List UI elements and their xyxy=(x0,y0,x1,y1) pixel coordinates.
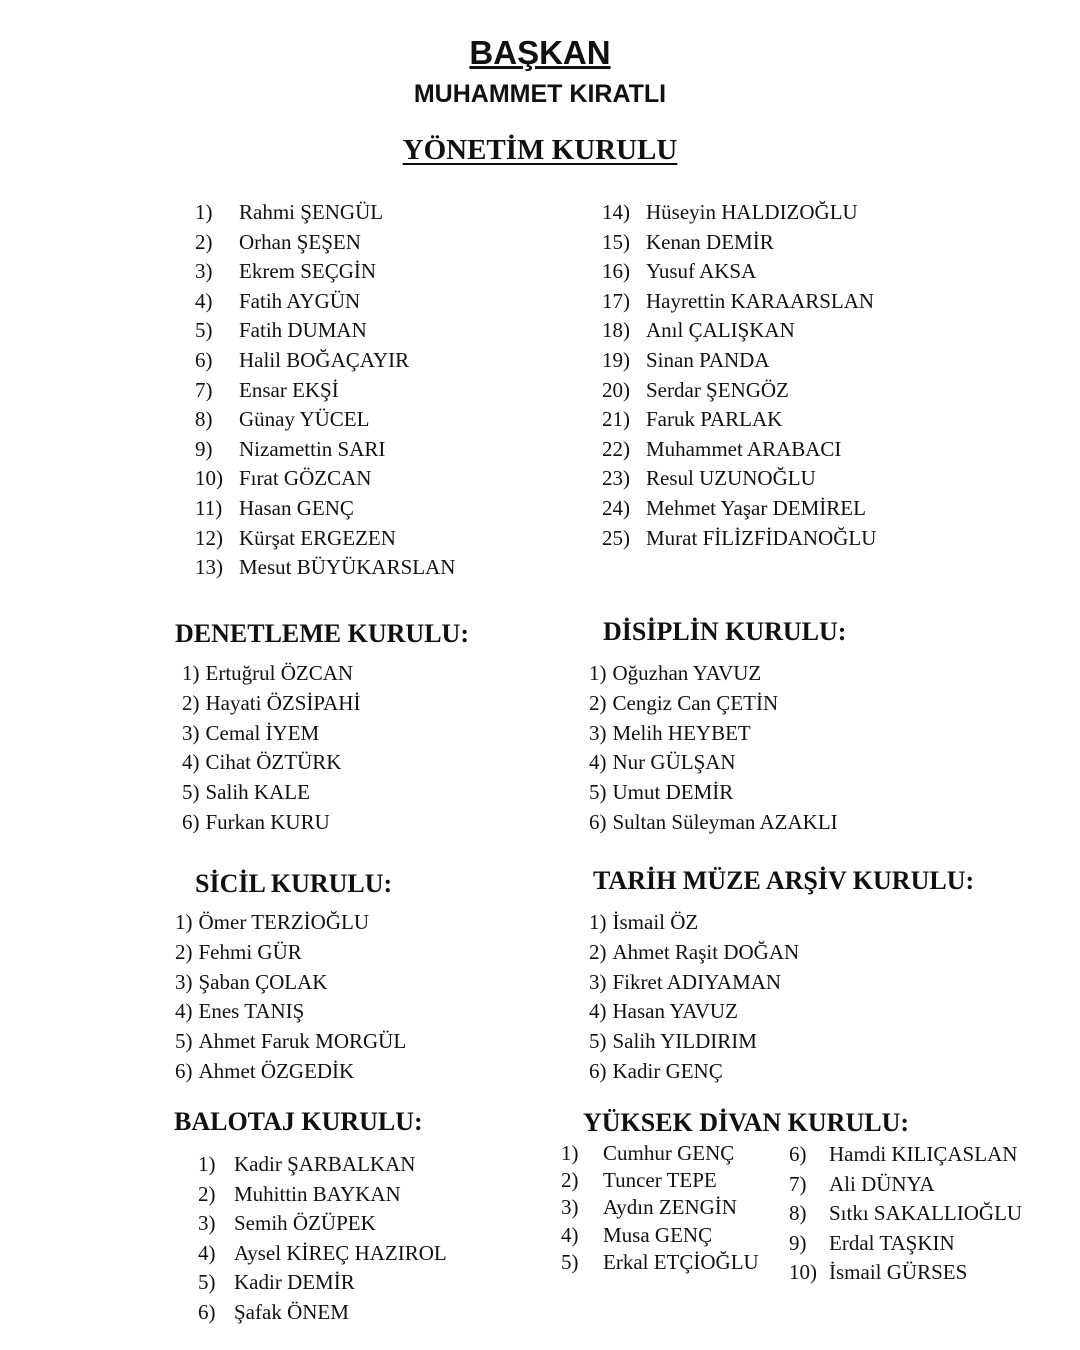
item-number: 21) xyxy=(602,407,630,432)
member-name: Melih HEYBET xyxy=(612,720,751,745)
yuksek-list-right xyxy=(789,1140,1022,1288)
list-item xyxy=(195,228,455,258)
list-item xyxy=(602,316,876,346)
yuksek-list-left xyxy=(561,1140,759,1276)
list-item xyxy=(195,316,455,346)
item-number: 3) xyxy=(198,1211,216,1236)
item-number: 2) xyxy=(182,690,200,715)
member-name: Fikret ADIYAMAN xyxy=(612,969,782,994)
member-name: Şaban ÇOLAK xyxy=(198,969,328,994)
list-item xyxy=(198,1298,447,1328)
member-name: Cumhur GENÇ xyxy=(603,1141,735,1165)
member-name: Ömer TERZİOĞLU xyxy=(198,910,369,934)
list-item xyxy=(182,778,360,808)
item-number: 6) xyxy=(789,1142,807,1166)
list-item xyxy=(175,968,406,998)
yuksek-title: YÜKSEK DİVAN KURULU: xyxy=(583,1108,910,1137)
tarih-list xyxy=(589,908,799,1087)
item-number: 6) xyxy=(589,809,607,834)
list-item xyxy=(182,689,360,719)
member-name: Cengiz Can ÇETİN xyxy=(612,690,779,715)
list-item xyxy=(195,257,455,287)
member-name: Cihat ÖZTÜRK xyxy=(205,750,342,775)
item-number: 4) xyxy=(175,999,193,1024)
member-name: Yusuf AKSA xyxy=(646,259,757,284)
item-number: 12) xyxy=(195,525,223,550)
list-item xyxy=(561,1167,759,1194)
member-name: Anıl ÇALIŞKAN xyxy=(646,318,795,343)
item-number: 5) xyxy=(589,1029,607,1054)
list-item xyxy=(195,405,455,435)
member-name: Sinan PANDA xyxy=(646,347,770,372)
sicil-list xyxy=(175,908,406,1087)
item-number: 4) xyxy=(195,288,213,313)
item-number: 1) xyxy=(175,910,193,934)
list-item xyxy=(195,346,455,376)
list-item xyxy=(198,1268,447,1298)
item-number: 2) xyxy=(175,939,193,964)
item-number: 6) xyxy=(182,809,200,834)
member-name: Ekrem SEÇGİN xyxy=(239,259,377,284)
member-name: Rahmi ŞENGÜL xyxy=(239,200,384,224)
item-number: 23) xyxy=(602,466,630,491)
list-item xyxy=(589,968,799,998)
disiplin-list xyxy=(589,659,838,838)
member-name: Cemal İYEM xyxy=(205,720,320,745)
list-item xyxy=(195,376,455,406)
item-number: 8) xyxy=(195,407,213,432)
member-name: Enes TANIŞ xyxy=(198,999,305,1024)
list-item xyxy=(789,1170,1022,1200)
list-item xyxy=(182,719,360,749)
list-item xyxy=(175,997,406,1027)
list-item xyxy=(789,1258,1022,1288)
member-name: Nur GÜLŞAN xyxy=(612,750,736,775)
list-item xyxy=(602,376,876,406)
item-number: 10) xyxy=(195,466,223,491)
list-item xyxy=(589,938,799,968)
member-name: Oğuzhan YAVUZ xyxy=(612,661,762,685)
item-number: 9) xyxy=(789,1230,807,1255)
list-item xyxy=(589,719,838,749)
disiplin-title: DİSİPLİN KURULU: xyxy=(603,617,847,646)
member-name: Hasan YAVUZ xyxy=(612,999,738,1024)
item-number: 6) xyxy=(175,1058,193,1083)
item-number: 25) xyxy=(602,525,630,550)
member-name: Musa GENÇ xyxy=(603,1222,713,1247)
item-number: 3) xyxy=(589,720,607,745)
item-number: 3) xyxy=(182,720,200,745)
member-name: Faruk PARLAK xyxy=(646,407,783,432)
list-item xyxy=(175,1057,406,1087)
item-number: 5) xyxy=(175,1029,193,1054)
member-name: Furkan KURU xyxy=(205,809,330,834)
board-title: YÖNETİM KURULU xyxy=(402,134,678,166)
member-name: Kadir ŞARBALKAN xyxy=(234,1152,416,1176)
list-item xyxy=(182,748,360,778)
member-name: Halil BOĞAÇAYIR xyxy=(239,347,410,372)
item-number: 4) xyxy=(589,999,607,1024)
item-number: 24) xyxy=(602,495,630,520)
item-number: 3) xyxy=(195,259,213,284)
member-name: Sultan Süleyman AZAKLI xyxy=(612,809,838,834)
item-number: 5) xyxy=(182,780,200,805)
balotaj-list xyxy=(198,1150,447,1328)
tarih-title: TARİH MÜZE ARŞİV KURULU: xyxy=(593,866,975,895)
list-item xyxy=(602,287,876,317)
member-name: Salih KALE xyxy=(205,780,310,805)
member-name: Ahmet Raşit DOĞAN xyxy=(612,939,800,964)
list-item xyxy=(789,1140,1022,1170)
item-number: 9) xyxy=(195,436,213,461)
list-item xyxy=(602,257,876,287)
member-name: Günay YÜCEL xyxy=(239,407,370,432)
member-name: Ali DÜNYA xyxy=(829,1171,935,1196)
list-item xyxy=(195,494,455,524)
list-item xyxy=(589,659,838,689)
item-number: 22) xyxy=(602,436,630,461)
list-item xyxy=(198,1209,447,1239)
item-number: 5) xyxy=(561,1249,579,1274)
list-item xyxy=(602,198,876,228)
member-name: Fırat GÖZCAN xyxy=(239,466,372,491)
list-item xyxy=(589,748,838,778)
member-name: Kenan DEMİR xyxy=(646,229,774,254)
member-name: Umut DEMİR xyxy=(612,780,734,805)
list-item xyxy=(602,524,876,554)
list-item xyxy=(589,1057,799,1087)
page-title: BAŞKAN xyxy=(469,34,611,71)
member-name: Semih ÖZÜPEK xyxy=(234,1211,376,1236)
item-number: 5) xyxy=(198,1270,216,1295)
list-item xyxy=(175,908,406,938)
member-name: Ensar EKŞİ xyxy=(239,377,339,402)
member-name: Hayrettin KARAARSLAN xyxy=(646,288,875,313)
member-name: Kadir GENÇ xyxy=(612,1058,723,1083)
member-name: İsmail GÜRSES xyxy=(829,1260,968,1285)
item-number: 5) xyxy=(589,780,607,805)
list-item xyxy=(561,1140,759,1167)
item-number: 4) xyxy=(561,1222,579,1247)
list-item xyxy=(195,464,455,494)
member-name: Mehmet Yaşar DEMİREL xyxy=(646,495,866,520)
president-name: MUHAMMET KIRATLI xyxy=(413,80,667,108)
list-item xyxy=(589,908,799,938)
member-name: Aydın ZENGİN xyxy=(603,1195,737,1220)
item-number: 4) xyxy=(198,1240,216,1265)
member-name: Hamdi KILIÇASLAN xyxy=(829,1142,1018,1166)
list-item xyxy=(198,1180,447,1210)
list-item xyxy=(602,346,876,376)
item-number: 15) xyxy=(602,229,630,254)
member-name: Aysel KİREÇ HAZIROL xyxy=(234,1240,447,1265)
denetleme-list xyxy=(182,659,360,838)
item-number: 4) xyxy=(182,750,200,775)
list-item xyxy=(789,1199,1022,1229)
list-item xyxy=(195,287,455,317)
member-name: İsmail ÖZ xyxy=(612,910,699,934)
item-number: 8) xyxy=(789,1201,807,1226)
member-name: Fatih AYGÜN xyxy=(239,288,361,313)
member-name: Fatih DUMAN xyxy=(239,318,367,343)
list-item xyxy=(198,1239,447,1269)
item-number: 7) xyxy=(789,1171,807,1196)
item-number: 6) xyxy=(589,1058,607,1083)
list-item xyxy=(195,198,455,228)
member-name: Resul UZUNOĞLU xyxy=(646,466,816,491)
member-name: Sıtkı SAKALLIOĞLU xyxy=(829,1201,1023,1226)
member-name: Erkal ETÇİOĞLU xyxy=(603,1249,759,1274)
list-item xyxy=(561,1194,759,1221)
member-name: Fehmi GÜR xyxy=(198,939,302,964)
item-number: 17) xyxy=(602,288,630,313)
list-item xyxy=(561,1249,759,1276)
member-name: Hasan GENÇ xyxy=(239,495,354,520)
list-item xyxy=(589,778,838,808)
list-item xyxy=(589,808,838,838)
item-number: 1) xyxy=(198,1152,216,1176)
list-item xyxy=(198,1150,447,1180)
member-name: Kürşat ERGEZEN xyxy=(239,525,396,550)
member-name: Muhammet ARABACI xyxy=(646,436,842,461)
item-number: 1) xyxy=(589,910,607,934)
list-item xyxy=(182,659,360,689)
member-name: Orhan ŞEŞEN xyxy=(239,229,361,254)
list-item xyxy=(175,938,406,968)
board-list-left xyxy=(195,198,455,583)
item-number: 3) xyxy=(589,969,607,994)
list-item xyxy=(175,1027,406,1057)
sicil-title: SİCİL KURULU: xyxy=(195,869,393,898)
member-name: Ahmet Faruk MORGÜL xyxy=(198,1029,407,1054)
item-number: 14) xyxy=(602,200,630,224)
member-name: Murat FİLİZFİDANOĞLU xyxy=(646,525,877,550)
item-number: 3) xyxy=(561,1195,579,1220)
member-name: Ahmet ÖZGEDİK xyxy=(198,1058,355,1083)
item-number: 13) xyxy=(195,555,223,580)
item-number: 2) xyxy=(198,1181,216,1206)
item-number: 2) xyxy=(589,939,607,964)
item-number: 7) xyxy=(195,377,213,402)
balotaj-title: BALOTAJ KURULU: xyxy=(174,1107,423,1136)
item-number: 16) xyxy=(602,259,630,284)
member-name: Serdar ŞENGÖZ xyxy=(646,377,789,402)
denetleme-title: DENETLEME KURULU: xyxy=(175,619,469,648)
list-item xyxy=(589,997,799,1027)
item-number: 20) xyxy=(602,377,630,402)
list-item xyxy=(789,1229,1022,1259)
item-number: 6) xyxy=(198,1299,216,1324)
member-name: Tuncer TEPE xyxy=(603,1168,717,1193)
list-item xyxy=(602,405,876,435)
item-number: 1) xyxy=(195,200,213,224)
list-item xyxy=(602,228,876,258)
item-number: 19) xyxy=(602,347,630,372)
item-number: 2) xyxy=(561,1168,579,1193)
member-name: Ertuğrul ÖZCAN xyxy=(205,661,354,685)
board-list-right xyxy=(602,198,876,553)
item-number: 3) xyxy=(175,969,193,994)
list-item xyxy=(195,435,455,465)
item-number: 1) xyxy=(182,661,200,685)
item-number: 5) xyxy=(195,318,213,343)
member-name: Şafak ÖNEM xyxy=(234,1299,349,1324)
item-number: 2) xyxy=(589,690,607,715)
item-number: 6) xyxy=(195,347,213,372)
item-number: 2) xyxy=(195,229,213,254)
item-number: 1) xyxy=(589,661,607,685)
member-name: Kadir DEMİR xyxy=(234,1270,355,1295)
list-item xyxy=(561,1222,759,1249)
item-number: 1) xyxy=(561,1141,579,1165)
item-number: 10) xyxy=(789,1260,817,1285)
member-name: Nizamettin SARI xyxy=(239,436,386,461)
list-item xyxy=(589,1027,799,1057)
member-name: Muhittin BAYKAN xyxy=(234,1181,401,1206)
list-item xyxy=(602,435,876,465)
list-item xyxy=(602,494,876,524)
item-number: 18) xyxy=(602,318,630,343)
item-number: 11) xyxy=(195,495,223,520)
item-number: 4) xyxy=(589,750,607,775)
member-name: Hayati ÖZSİPAHİ xyxy=(205,690,361,715)
member-name: Salih YILDIRIM xyxy=(612,1029,757,1054)
list-item xyxy=(195,553,455,583)
list-item xyxy=(589,689,838,719)
list-item xyxy=(195,524,455,554)
member-name: Hüseyin HALDIZOĞLU xyxy=(646,200,858,224)
list-item xyxy=(602,464,876,494)
member-name: Erdal TAŞKIN xyxy=(829,1230,955,1255)
member-name: Mesut BÜYÜKARSLAN xyxy=(239,555,456,580)
list-item xyxy=(182,808,360,838)
